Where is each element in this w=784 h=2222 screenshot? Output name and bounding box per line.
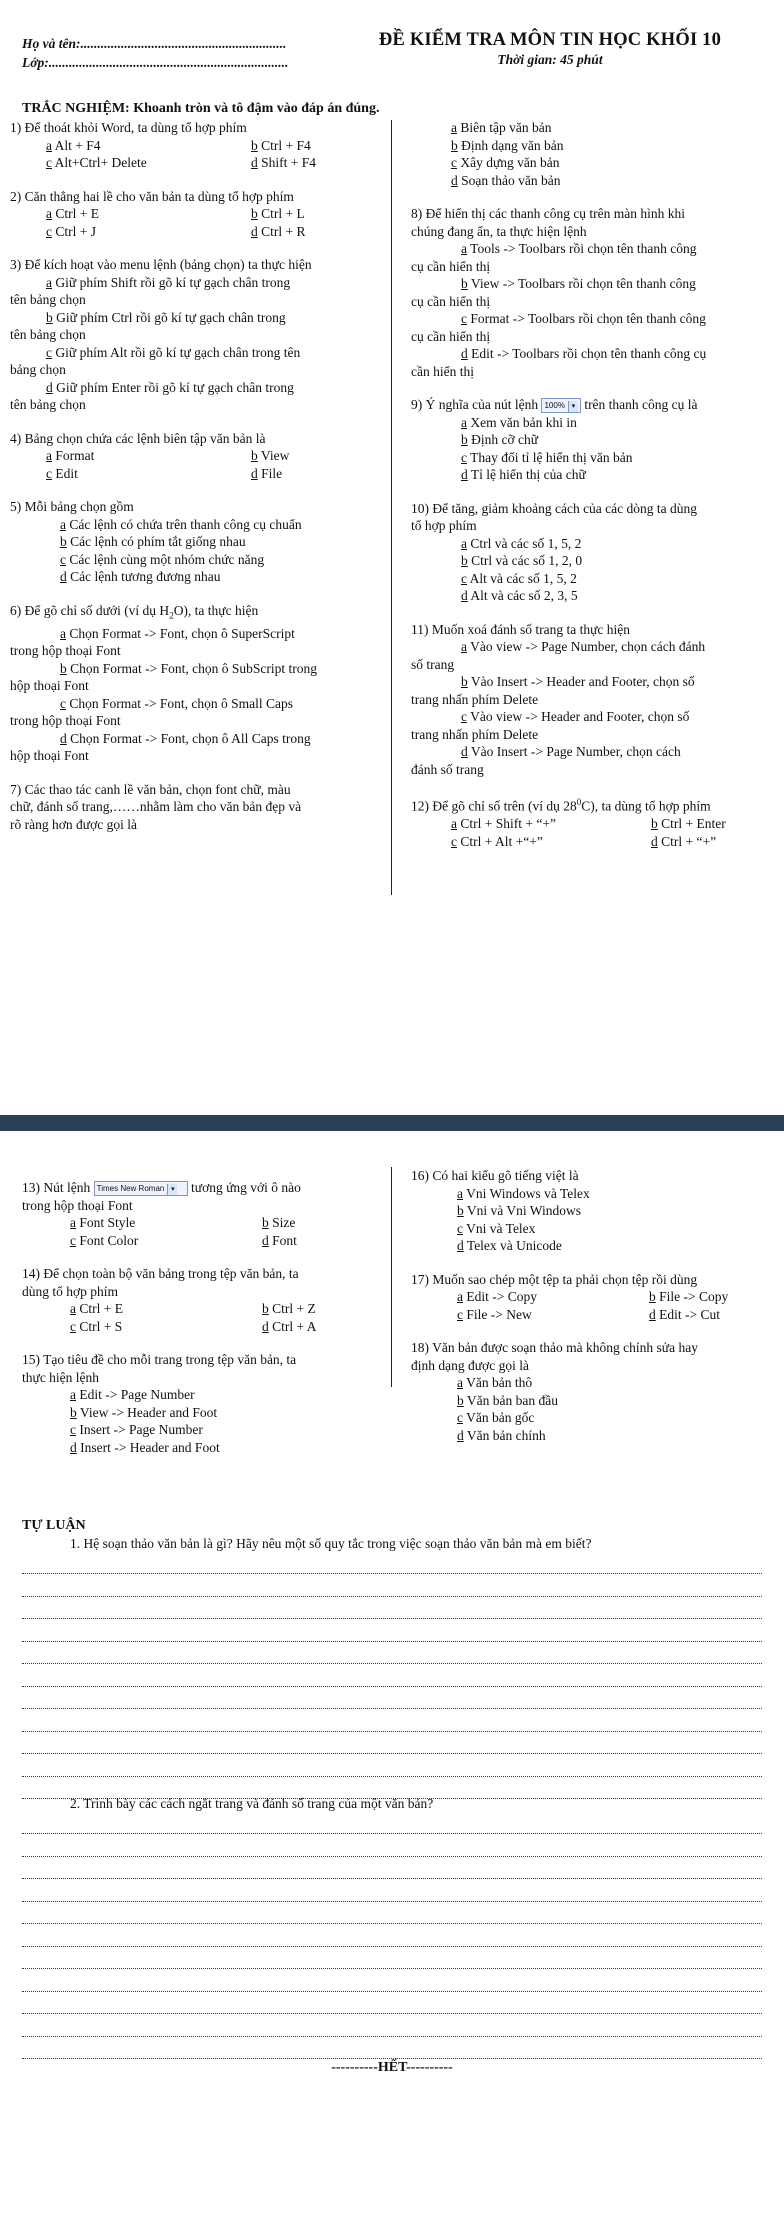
option-d[interactable]: d Ctrl + R [251,223,306,239]
answer-line[interactable] [22,2057,762,2059]
answer-line[interactable] [22,1752,762,1754]
option-c[interactable]: c Thay đổi tỉ lệ hiển thị văn bản [461,449,633,465]
option-a[interactable]: a Edit -> Copy [457,1289,537,1304]
option-a[interactable]: a Giữ phím Shift rồi gõ kí tự gạch chân trong [46,274,291,290]
answer-line[interactable] [22,2012,762,2014]
options [10,205,382,240]
answer-line[interactable] [22,1685,762,1687]
option-c[interactable]: c File -> New [457,1306,532,1322]
answer-line[interactable] [22,1730,762,1732]
option-c[interactable]: c Alt và các số 1, 5, 2 [461,570,577,586]
question-9 [411,396,775,484]
option-d[interactable]: d Ctrl + A [262,1318,317,1334]
question-text-cont: trong hộp thoại Font [22,1197,133,1213]
question-text: 18) Văn bản được soạn thảo mà không chỉnh sửa hay [411,1340,698,1355]
question-14 [22,1265,382,1335]
option-d[interactable]: d Chọn Format -> Font, chọn ô All Caps trong [60,730,311,746]
question-text: 12) Để gõ chỉ số trên (ví dụ $28^0C$), ta dùng tổ hợp phím [411,797,711,814]
end-marker: ----------HẾT---------- [331,2060,453,2075]
options [411,815,775,850]
options [10,447,382,482]
options [10,516,382,586]
question-text: 10) Để tăng, giảm khoảng cách của các dòng ta dùng [411,500,698,516]
chevron-down-icon: ▾ [568,401,578,412]
option-b[interactable]: b Vni và Vni Windows [457,1203,581,1218]
option-b[interactable]: b Ctrl + Z [262,1301,316,1316]
option-d-cont: cần hiển thị [411,363,474,379]
answer-line[interactable] [22,1572,762,1574]
option-a[interactable]: a Vni Windows và Telex [457,1185,590,1201]
question-text-cont: tổ hợp phím [411,518,477,533]
question-17 [411,1271,775,1324]
option-b[interactable]: b File -> Copy [649,1289,729,1304]
option-a[interactable]: a Các lệnh có chứa trên thanh công cụ chuẩn [60,516,302,532]
option-d[interactable]: d Edit -> Cut [649,1306,720,1322]
option-b[interactable]: b Định cỡ chữ [461,432,539,447]
option-d[interactable]: d Telex và Unicode [457,1238,562,1253]
option-a[interactable]: a Ctrl + E [46,206,99,221]
option-c[interactable]: c Giữ phím Alt rồi gõ kí tự gạch chân trong tên [46,344,301,360]
option-c-cont: trang nhấn phím Delete [411,726,539,742]
question-3 [10,256,382,414]
option-d[interactable]: d Các lệnh tương đương nhau [60,569,221,584]
answer-line[interactable] [22,1967,762,1969]
option-d-cont: đánh số trang [411,761,484,777]
answer-line[interactable] [22,1945,762,1947]
option-b[interactable]: b View -> Toolbars rồi chọn tên thanh công [461,276,696,291]
option-c-cont: trong hộp thoại Font [10,713,121,729]
answer-line[interactable] [22,1595,762,1597]
option-c[interactable]: c Format -> Toolbars rồi chọn tên thanh công [461,311,706,326]
question-text: 17) Muốn sao chép một tệp ta phải chọn tệp rồi dùng [411,1271,698,1287]
option-a[interactable]: a Tools -> Toolbars rồi chọn tên thanh công [461,241,697,256]
question-text: 9) Ý nghĩa của nút lệnh 100% ▾ trên thanh công cụ là [411,397,698,412]
option-b[interactable]: b View -> Header and Foot [70,1404,218,1420]
exam-time: Thời gian: 45 phút [497,52,603,67]
option-d[interactable]: d Shift + F4 [251,155,317,170]
question-text: 11) Muốn xoá đánh số trang ta thực hiện [411,621,631,637]
option-a-cont: số trang [411,656,455,672]
option-c[interactable]: c Vào view -> Header and Footer, chọn số [461,709,690,724]
option-a[interactable]: a Biên tập văn bản [451,120,552,135]
zoom-dropdown-widget: 100% ▾ [541,398,580,413]
option-d-cont: tên bảng chọn [10,397,86,412]
option-a[interactable]: a Xem văn bản khi in [461,414,577,430]
question-text-cont: chữ, đánh số trang,……nhằm làm cho văn bản đẹp và [10,799,302,815]
question-8 [411,205,775,380]
option-a[interactable]: a Edit -> Page Number [70,1387,195,1402]
question-text: 14) Để chọn toàn bộ văn bảng trong tệp văn bản, ta [22,1266,299,1281]
answer-line[interactable] [22,1617,762,1619]
option-c[interactable]: c Vni và Telex [457,1220,536,1236]
exam-title: ĐỀ KIỂM TRA MÔN TIN HỌC KHỐI 10 [378,30,722,50]
chevron-down-icon: ▾ [167,1184,177,1195]
option-a[interactable]: a Chọn Format -> Font, chọn ô SuperScript [60,625,295,641]
option-b[interactable]: b View [251,448,290,463]
question-text: 4) Bảng chọn chứa các lệnh biên tập văn bản là [10,430,266,446]
student-info [22,34,288,72]
answer-line[interactable] [22,1775,762,1777]
answer-line[interactable] [22,1832,762,1834]
option-c[interactable]: c Văn bản gốc [457,1410,535,1425]
answer-line[interactable] [22,1855,762,1857]
option-d[interactable]: d Giữ phím Enter rồi gõ kí tự gạch chân trong [46,379,294,395]
option-c[interactable]: c Xây dựng văn bản [451,155,560,170]
option-c[interactable]: c Edit [46,465,78,481]
option-b-cont: cụ cần hiển thị [411,293,491,309]
essay-question-1: 1. Hệ soạn thảo văn bản là gì? Hãy nêu một số quy tắc trong việc soạn thảo văn bản mà em biết? [70,1536,592,1551]
option-b[interactable]: b Chọn Format -> Font, chọn ô SubScript trong [60,660,317,676]
option-d[interactable]: d Insert -> Header and Foot [70,1439,220,1455]
option-d-cont: hộp thoại Font [10,748,89,764]
question-text-cont: chúng đang ẩn, ta thực hiện lệnh [411,223,587,239]
option-b-cont: trang nhấn phím Delete [411,691,539,707]
option-c[interactable]: c Ctrl + Alt +“+” [451,833,543,849]
question-text-cont: định dạng được gọi là [411,1357,529,1373]
question-text: 3) Để kích hoạt vào menu lệnh (bảng chọn) ta thực hiện [10,257,312,272]
answer-line[interactable] [22,1640,762,1642]
option-b-cont: tên bảng chọn [10,327,86,342]
right-column [411,119,775,866]
question-text-cont: dùng tổ hợp phím [22,1283,119,1299]
option-b[interactable]: b Ctrl + F4 [251,137,311,153]
question-7-options [411,119,775,189]
question-text: 13) Nút lệnh Times New Roman ▾ tương ứng với ô nào [22,1180,301,1195]
option-b[interactable]: b Vào Insert -> Header and Footer, chọn số [461,674,695,689]
option-b-cont: hộp thoại Font [10,678,89,694]
page-break-separator [0,1115,784,1131]
question-text: 7) Các thao tác canh lề văn bản, chọn font chữ, màu [10,781,291,797]
option-c[interactable]: c Insert -> Page Number [70,1422,203,1437]
answer-line[interactable] [22,1662,762,1664]
options [22,1386,382,1456]
exam-header [330,30,770,68]
option-a-cont: cụ cần hiển thị [411,258,491,274]
question-12 [411,794,775,850]
question-text: 16) Có hai kiểu gõ tiếng việt là [411,1168,579,1183]
question-text-cont: thực hiện lệnh [22,1369,100,1385]
question-text-cont: rõ ràng hơn được gọi là [10,816,137,832]
option-a[interactable]: a Format [46,448,95,463]
question-18 [411,1339,775,1444]
question-text: 2) Căn thẳng hai lề cho văn bản ta dùng tổ hợp phím [10,188,294,204]
column-divider [391,1167,392,1387]
option-b[interactable]: b Ctrl + Enter [651,816,726,831]
option-a[interactable]: a Alt + F4 [46,137,101,153]
options [22,1214,382,1249]
answer-line[interactable] [22,1707,762,1709]
answer-line[interactable] [22,1900,762,1902]
option-a[interactable]: a Vào view -> Page Number, chọn cách đánh [461,639,706,654]
options [411,535,775,605]
answer-line[interactable] [22,1922,762,1924]
options [411,1185,775,1255]
question-13 [22,1179,382,1249]
option-d[interactable]: d Vào Insert -> Page Number, chọn cách [461,744,681,759]
question-7 [10,781,382,834]
option-b[interactable]: b Size [262,1215,296,1230]
option-d[interactable]: d Văn bản chính [457,1427,546,1443]
question-2 [10,188,382,241]
options [411,1288,775,1323]
option-c[interactable]: c Alt+Ctrl+ Delete [46,155,147,170]
section-essay: TỰ LUẬN [22,1518,86,1533]
question-15 [22,1351,382,1456]
answer-line[interactable] [22,1877,762,1879]
option-d[interactable]: d Font [262,1232,297,1248]
option-d[interactable]: d Edit -> Toolbars rồi chọn tên thanh công cụ [461,346,707,361]
question-5 [10,498,382,586]
option-b[interactable]: b Giữ phím Ctrl rồi gõ kí tự gạch chân trong [46,309,286,325]
question-16 [411,1167,775,1255]
question-text: 6) Để gõ chỉ số dưới (ví dụ $H_2O$), ta thực hiện [10,602,259,621]
option-d[interactable]: d Soạn thảo văn bản [451,172,561,188]
options [411,414,775,484]
option-a-cont: tên bảng chọn [10,292,86,307]
class-field[interactable]: Lớp:....................................................................... [22,55,289,70]
question-6 [10,602,382,765]
option-c-cont: cụ cần hiển thị [411,328,491,344]
option-c[interactable]: c Các lệnh cùng một nhóm chức năng [60,551,265,567]
question-text: 1) Để thoát khỏi Word, ta dùng tổ hợp phím [10,120,247,135]
option-c[interactable]: c Ctrl + S [70,1318,123,1334]
question-text: 5) Mỗi bảng chọn gồm [10,499,134,514]
options [10,137,382,172]
option-a[interactable]: a Font Style [70,1215,136,1230]
font-dropdown-widget: Times New Roman ▾ [94,1181,188,1196]
option-c[interactable]: c Chọn Format -> Font, chọn ô Small Caps [60,695,293,711]
left-column [10,119,382,849]
answer-line[interactable] [22,1990,762,1992]
answer-line[interactable] [22,2035,762,2037]
question-text: 15) Tạo tiêu đề cho mỗi trang trong tệp văn bản, ta [22,1352,297,1367]
option-c[interactable]: c Ctrl + J [46,223,96,239]
question-10 [411,500,775,605]
option-d[interactable]: d Tỉ lệ hiển thị của chữ [461,467,586,482]
option-d[interactable]: d Ctrl + “+” [651,833,717,849]
left-column [22,1179,382,1472]
essay-question-2: 2. Trình bày các cách ngắt trang và đánh số trang của một văn bản? [70,1796,434,1811]
section-multiple-choice: TRẮC NGHIỆM: Khoanh tròn và tô đậm vào đáp án đúng. [22,101,380,116]
option-c[interactable]: c Font Color [70,1232,139,1248]
option-d[interactable]: d Alt và các số 2, 3, 5 [461,588,578,603]
option-b[interactable]: b Ctrl và các số 1, 2, 0 [461,553,583,568]
right-column [411,1167,775,1460]
option-d[interactable]: d File [251,465,283,481]
option-a[interactable]: a Ctrl và các số 1, 5, 2 [461,535,582,551]
option-a[interactable]: a Ctrl + E [70,1301,123,1316]
options [22,1300,382,1335]
options [411,1374,775,1444]
option-b[interactable]: b Văn bản ban đầu [457,1392,558,1408]
question-1 [10,119,382,172]
option-b[interactable]: b Các lệnh có phím tắt giống nhau [60,534,246,549]
option-a[interactable]: a Ctrl + Shift + “+” [451,816,556,831]
question-text: 8) Để hiển thị các thanh công cụ trên màn hình khi [411,206,686,221]
option-c-cont: bảng chọn [10,362,66,377]
option-a-cont: trong hộp thoại Font [10,643,121,659]
option-a[interactable]: a Văn bản thô [457,1375,533,1390]
option-b[interactable]: b Ctrl + L [251,206,305,221]
name-field[interactable]: Họ và tên:............................................................. [22,36,287,51]
question-4 [10,430,382,483]
question-11 [411,621,775,779]
option-b[interactable]: b Định dạng văn bản [451,137,564,153]
